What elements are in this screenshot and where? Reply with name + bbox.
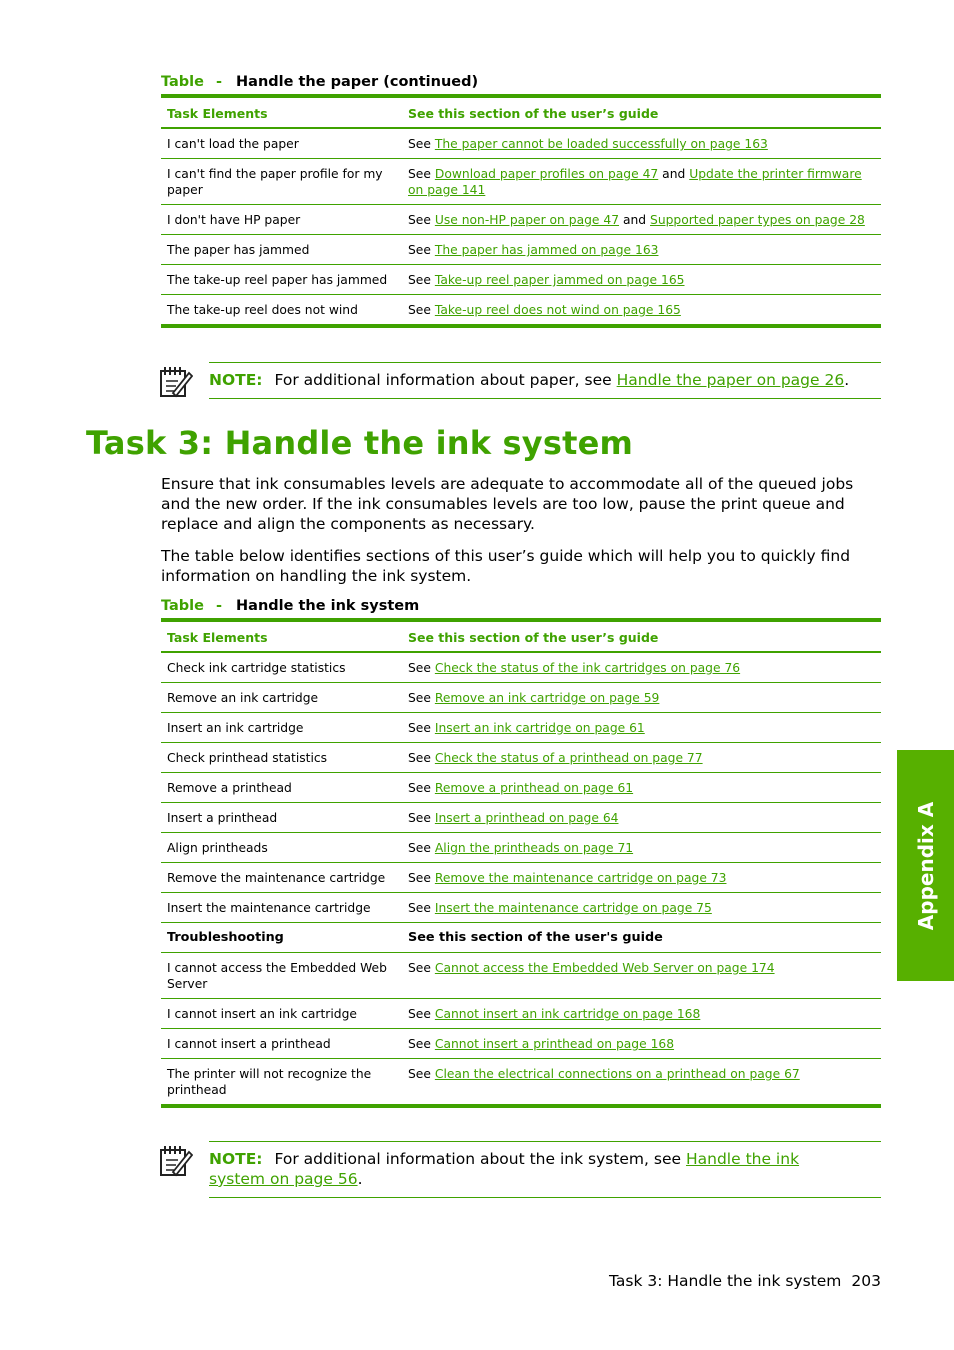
reference-cell	[402, 863, 881, 893]
header-see-section: See this section of the user’s guide	[402, 620, 881, 652]
table-row	[161, 863, 881, 893]
reference-cell	[402, 743, 881, 773]
reference-link[interactable]: The paper cannot be loaded successfully on page 163	[434, 137, 768, 151]
task-cell: Insert a printhead	[161, 803, 402, 833]
reference-link[interactable]: Clean the electrical connections on a printhead on page 67	[434, 1067, 800, 1081]
see-text: See this section of the user's guide	[408, 930, 663, 945]
reference-cell	[402, 953, 881, 999]
reference-cell	[402, 265, 881, 295]
table-row	[161, 773, 881, 803]
paper-table	[161, 94, 881, 328]
join-text: and	[622, 213, 647, 227]
task-cell: Check ink cartridge statistics	[161, 652, 402, 683]
table-caption	[161, 598, 419, 614]
reference-cell	[402, 235, 881, 265]
reference-cell	[402, 159, 881, 205]
reference-cell	[402, 1029, 881, 1059]
table-row	[161, 833, 881, 863]
task-cell: Remove a printhead	[161, 773, 402, 803]
see-text: See	[408, 721, 431, 735]
table-row	[161, 235, 881, 265]
reference-link[interactable]: Remove a printhead on page 61	[434, 781, 634, 795]
see-text: See	[408, 841, 431, 855]
caption-label: Table	[161, 74, 204, 90]
join-text: and	[662, 167, 686, 181]
reference-link[interactable]: Cannot access the Embedded Web Server on page 174	[434, 961, 775, 975]
ink-system-table	[161, 618, 881, 1108]
note-end: .	[844, 371, 850, 389]
table-row	[161, 999, 881, 1029]
reference-link[interactable]: Download paper profiles on page 47	[434, 167, 659, 181]
reference-cell	[402, 1059, 881, 1107]
see-text: See	[408, 213, 431, 227]
task-cell: Troubleshooting	[161, 923, 402, 953]
table-row	[161, 743, 881, 773]
table-header-row	[161, 620, 881, 652]
header-task-elements: Task Elements	[161, 620, 402, 652]
task-cell: Insert the maintenance cartridge	[161, 893, 402, 923]
task-cell: I cannot access the Embedded Web Server	[161, 953, 402, 999]
task-cell: The printer will not recognize the printhead	[167, 1067, 372, 1097]
note-end: .	[357, 1170, 363, 1188]
table-row	[161, 713, 881, 743]
table-row	[161, 923, 881, 953]
reference-cell	[402, 652, 881, 683]
table-row	[161, 953, 881, 999]
reference-link[interactable]: Insert an ink cartridge on page 61	[434, 721, 645, 735]
table-row	[161, 265, 881, 295]
reference-link[interactable]: Take-up reel paper jammed on page 165	[434, 273, 685, 287]
task-cell: The take-up reel does not wind	[167, 303, 358, 317]
table-row	[161, 295, 881, 327]
reference-cell	[402, 773, 881, 803]
reference-cell	[402, 713, 881, 743]
table-row	[161, 1029, 881, 1059]
reference-link[interactable]: Cannot insert an ink cartridge on page 168	[434, 1007, 701, 1021]
task-cell: I don't have HP paper	[161, 205, 402, 235]
note-link[interactable]: Handle the ink system on page 56	[209, 1150, 800, 1188]
page-footer	[609, 1272, 881, 1290]
appendix-side-tab	[897, 750, 954, 981]
task-cell: I can't find the paper profile for my paper	[161, 159, 402, 205]
reference-link[interactable]: Supported paper types on page 28	[650, 213, 865, 227]
reference-cell	[402, 923, 881, 953]
see-text: See	[408, 781, 431, 795]
task-cell: Remove the maintenance cartridge	[161, 863, 402, 893]
reference-link[interactable]: Update the printer firmware on page 141	[408, 167, 862, 197]
task-cell: Check printhead statistics	[161, 743, 402, 773]
note-label: NOTE:	[209, 371, 263, 389]
task-cell: The paper has jammed	[161, 235, 402, 265]
see-text: See	[408, 1007, 431, 1021]
reference-link[interactable]: Insert a printhead on page 64	[434, 811, 619, 825]
caption-dash: -	[216, 598, 223, 614]
note-paper	[209, 362, 881, 399]
task-cell: I can't load the paper	[161, 128, 402, 159]
see-text: See	[408, 1067, 431, 1081]
see-text: See	[408, 243, 431, 257]
reference-link[interactable]: The paper has jammed on page 163	[434, 243, 659, 257]
reference-cell	[402, 295, 881, 327]
table-intro-paragraph: The table below identifies sections of this user’s guide which will help you to quickly find information on handling the ink system.	[161, 547, 851, 585]
table-row	[161, 1059, 881, 1107]
reference-link[interactable]: Insert the maintenance cartridge on page 75	[434, 901, 712, 915]
table-row	[161, 205, 881, 235]
page-number: 203	[851, 1272, 881, 1290]
footer-title: Task 3: Handle the ink system	[608, 1272, 842, 1290]
note-pencil-icon	[159, 365, 193, 399]
caption-title: Handle the paper (continued)	[236, 74, 479, 90]
note-text: For additional information about the ink system, see	[274, 1150, 682, 1168]
reference-link[interactable]: Cannot insert a printhead on page 168	[434, 1037, 675, 1051]
reference-cell	[402, 999, 881, 1029]
reference-link[interactable]: Remove the maintenance cartridge on page 73	[434, 871, 727, 885]
intro-paragraph: Ensure that ink consumables levels are adequate to accommodate all of the queued jobs and the new order. If the ink consumables levels are too low, pause the print queue and replace and align the components as necessary.	[161, 475, 854, 533]
task-cell: Insert an ink cartridge	[161, 713, 402, 743]
see-text: See	[408, 901, 431, 915]
header-see-section: See this section of the user’s guide	[402, 96, 881, 128]
table-row	[161, 652, 881, 683]
reference-link[interactable]: Use non-HP paper on page 47	[434, 213, 620, 227]
reference-cell	[402, 833, 881, 863]
see-text: See	[408, 751, 431, 765]
table-caption	[161, 74, 478, 90]
reference-link[interactable]: Check the status of a printhead on page 77	[434, 751, 703, 765]
table-row	[161, 159, 881, 205]
see-text: See	[408, 303, 431, 317]
appendix-tab-label: Appendix A	[913, 801, 938, 930]
caption-dash: -	[216, 74, 223, 90]
table-header-row	[161, 96, 881, 128]
reference-link[interactable]: Take-up reel does not wind on page 165	[434, 303, 681, 317]
task-cell: The take-up reel paper has jammed	[161, 265, 402, 295]
section-title: Task 3: Handle the ink system	[86, 424, 634, 462]
table-row	[161, 683, 881, 713]
see-text: See	[408, 811, 431, 825]
task-cell: Remove an ink cartridge	[161, 683, 402, 713]
caption-label: Table	[161, 598, 204, 614]
table-row	[161, 128, 881, 159]
see-text: See	[408, 691, 431, 705]
note-label: NOTE:	[209, 1150, 263, 1168]
see-text: See	[408, 661, 431, 675]
reference-link[interactable]: Check the status of the ink cartridges on page 76	[434, 661, 741, 675]
reference-link[interactable]: Align the printheads on page 71	[434, 841, 634, 855]
see-text: See	[408, 1037, 431, 1051]
reference-cell	[402, 205, 881, 235]
see-text: See	[408, 167, 431, 181]
caption-title: Handle the ink system	[236, 598, 420, 614]
see-text: See	[408, 137, 431, 151]
note-text: For additional information about paper, see	[274, 371, 612, 389]
see-text: See	[408, 273, 431, 287]
reference-link[interactable]: Remove an ink cartridge on page 59	[434, 691, 660, 705]
reference-cell	[402, 893, 881, 923]
task-cell: Align printheads	[161, 833, 402, 863]
note-ink-system	[209, 1141, 881, 1198]
table-row	[161, 893, 881, 923]
note-link[interactable]: Handle the paper on page 26	[616, 371, 845, 389]
table-row	[161, 803, 881, 833]
task-cell: I cannot insert a printhead	[161, 1029, 402, 1059]
task-cell: I cannot insert an ink cartridge	[161, 999, 402, 1029]
see-text: See	[408, 961, 431, 975]
header-task-elements: Task Elements	[161, 96, 402, 128]
reference-cell	[402, 683, 881, 713]
reference-cell	[402, 803, 881, 833]
note-pencil-icon	[159, 1144, 193, 1178]
see-text: See	[408, 871, 431, 885]
reference-cell	[402, 128, 881, 159]
